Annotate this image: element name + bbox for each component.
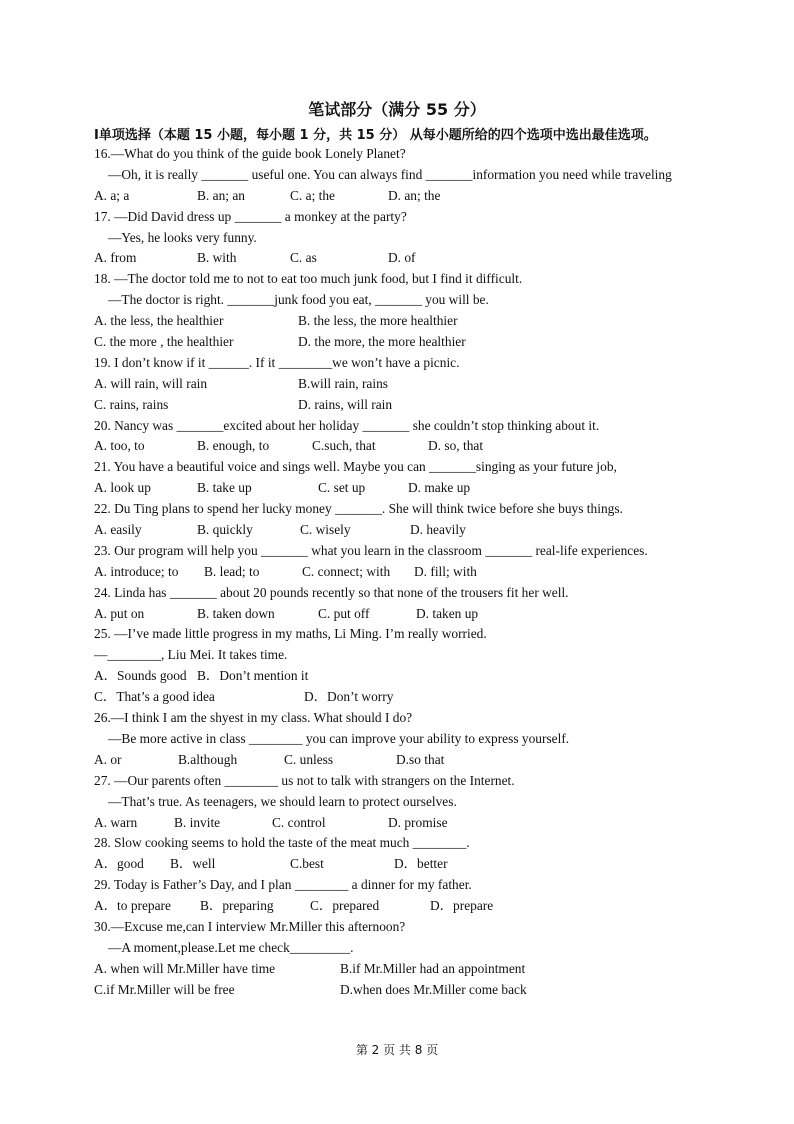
options-row [94, 959, 744, 980]
option-a[interactable]: A．good [94, 856, 144, 872]
option-b[interactable]: B.will rain, rains [298, 375, 389, 391]
options-row [94, 750, 744, 771]
options-row [94, 332, 744, 353]
option-d[interactable]: D．Don’t worry [304, 689, 394, 705]
option-a[interactable]: A. the less, the healthier [94, 313, 224, 329]
question-21 [94, 457, 744, 499]
option-d[interactable]: D. the more, the more healthier [298, 334, 466, 350]
option-a[interactable]: A. or [94, 751, 122, 767]
option-a[interactable]: A. put on [94, 605, 145, 621]
question-25 [94, 624, 744, 708]
option-d[interactable]: D. taken up [416, 605, 479, 621]
option-d[interactable]: D. make up [408, 480, 471, 496]
options-row [94, 896, 744, 917]
question-stem: 17. —Did David dress up _______ a monkey at the party? [94, 208, 407, 224]
option-b[interactable]: B.if Mr.Miller had an appointment [340, 960, 526, 976]
question-dialogue-line: —Yes, he looks very funny. [108, 229, 257, 245]
option-b[interactable]: B．Don’t mention it [197, 668, 309, 684]
options-row [94, 436, 744, 457]
option-a[interactable]: A. a; a [94, 187, 130, 203]
question-stem: 23. Our program will help you _______ what you learn in the classroom _______ real-life experiences. [94, 542, 648, 558]
option-b[interactable]: B. the less, the more healthier [298, 313, 458, 329]
option-d[interactable]: D. fill; with [414, 563, 477, 579]
option-c[interactable]: C. wisely [300, 522, 351, 538]
option-a[interactable]: A. when will Mr.Miller have time [94, 960, 276, 976]
question-26 [94, 708, 744, 771]
question-dialogue-line: —A moment,please.Let me check_________. [108, 939, 354, 955]
question-dialogue-line: —That’s true. As teenagers, we should learn to protect ourselves. [108, 793, 457, 809]
option-d[interactable]: D. an; the [388, 187, 441, 203]
page-title: 笔试部分（满分 55 分） [308, 100, 486, 119]
options-row [94, 854, 744, 875]
options-row [94, 520, 744, 541]
option-c[interactable]: C.such, that [312, 438, 376, 454]
option-d[interactable]: D．prepare [430, 898, 494, 914]
question-23 [94, 541, 744, 583]
option-b[interactable]: B.although [178, 751, 238, 767]
option-d[interactable]: D. promise [388, 814, 448, 830]
question-stem: 21. You have a beautiful voice and sings well. Maybe you can _______singing as your future job, [94, 459, 617, 475]
option-c[interactable]: C. put off [318, 605, 370, 621]
question-27 [94, 771, 744, 834]
option-c[interactable]: C. set up [318, 480, 366, 496]
options-row [94, 687, 744, 708]
question-22 [94, 499, 744, 541]
question-stem: 29. Today is Father’s Day, and I plan ________ a dinner for my father. [94, 877, 472, 893]
question-stem: 25. —I’ve made little progress in my maths, Li Ming. I’m really worried. [94, 626, 487, 642]
question-28 [94, 833, 744, 875]
options-row [94, 980, 744, 1001]
options-row [94, 248, 744, 269]
options-row [94, 395, 744, 416]
option-c[interactable]: C. unless [284, 751, 334, 767]
option-d[interactable]: D. heavily [410, 522, 466, 538]
options-row [94, 562, 744, 583]
option-c[interactable]: C. the more , the healthier [94, 334, 234, 350]
option-a[interactable]: A. warn [94, 814, 138, 830]
question-18 [94, 269, 744, 353]
option-b[interactable]: B．preparing [200, 898, 274, 914]
question-17 [94, 207, 744, 270]
options-row [94, 478, 744, 499]
option-c[interactable]: C. control [272, 814, 326, 830]
question-dialogue-line: —Be more active in class ________ you can improve your ability to express yourself. [108, 730, 570, 746]
question-dialogue-line: —The doctor is right. _______junk food you eat, _______ you will be. [108, 292, 489, 308]
question-stem: 22. Du Ting plans to spend her lucky money _______. She will think twice before she buys things. [94, 501, 623, 517]
question-16 [94, 144, 744, 207]
option-d[interactable]: D. rains, will rain [298, 396, 393, 412]
question-29 [94, 875, 744, 917]
option-c[interactable]: C．prepared [310, 898, 380, 914]
question-list [94, 144, 744, 1001]
question-stem: 24. Linda has _______ about 20 pounds recently so that none of the trousers fit her well. [94, 584, 569, 600]
option-a[interactable]: A. will rain, will rain [94, 375, 208, 391]
options-row [94, 374, 744, 395]
question-dialogue-line: —________, Liu Mei. It takes time. [94, 647, 288, 663]
option-a[interactable]: A. look up [94, 480, 151, 496]
option-a[interactable]: A．Sounds good [94, 668, 187, 684]
options-row [94, 604, 744, 625]
question-20 [94, 416, 744, 458]
question-stem: 20. Nancy was _______excited about her holiday _______ she couldn’t stop thinking about it. [94, 417, 600, 433]
question-24 [94, 583, 744, 625]
options-row [94, 813, 744, 834]
options-row [94, 186, 744, 207]
question-stem: 30.—Excuse me,can I interview Mr.Miller this afternoon? [94, 918, 406, 934]
question-30 [94, 917, 744, 1001]
option-a[interactable]: A. from [94, 250, 137, 266]
question-dialogue-line: —Oh, it is really _______ useful one. You can always find _______information you need while traveling [108, 166, 672, 182]
option-c[interactable]: C. a; the [290, 187, 335, 203]
option-d[interactable]: D.when does Mr.Miller come back [340, 981, 527, 997]
question-stem: 26.—I think I am the shyest in my class. What should I do? [94, 710, 413, 726]
question-stem: 28. Slow cooking seems to hold the taste of the meat much ________. [94, 835, 470, 851]
question-stem: 19. I don’t know if it ______. If it ________we won’t have a picnic. [94, 354, 460, 370]
option-c[interactable]: C. connect; with [302, 563, 391, 579]
option-a[interactable]: A. introduce; to [94, 563, 179, 579]
option-a[interactable]: A. too, to [94, 438, 145, 454]
option-d[interactable]: D. so, that [428, 438, 484, 454]
page-number: 第 2 页 共 8 页 [355, 1043, 439, 1057]
option-c[interactable]: C．That’s a good idea [94, 689, 215, 705]
option-b[interactable]: B. with [197, 250, 237, 266]
option-b[interactable]: B. lead; to [204, 563, 260, 579]
option-b[interactable]: B. enough, to [197, 438, 270, 454]
question-19 [94, 353, 744, 416]
question-stem: 27. —Our parents often ________ us not to talk with strangers on the Internet. [94, 772, 515, 788]
option-b[interactable]: B. take up [197, 480, 252, 496]
option-a[interactable]: A. easily [94, 522, 142, 538]
question-stem: 18. —The doctor told me to not to eat too much junk food, but I find it difficult. [94, 271, 523, 287]
option-c[interactable]: C.best [290, 856, 324, 872]
option-c[interactable]: C. as [290, 250, 317, 266]
option-b[interactable]: B. invite [174, 814, 221, 830]
option-a[interactable]: A．to prepare [94, 898, 171, 914]
options-row [94, 666, 744, 687]
options-row [94, 311, 744, 332]
option-c[interactable]: C. rains, rains [94, 396, 169, 412]
option-d[interactable]: D. of [388, 250, 416, 266]
option-d[interactable]: D.so that [396, 751, 445, 767]
option-b[interactable]: B. an; an [197, 187, 245, 203]
section-heading: Ⅰ单项选择（本题 15 小题，每小题 1 分，共 15 分） 从每小题所给的四个选项中选出最佳选项。 [94, 128, 657, 143]
option-b[interactable]: B．well [170, 856, 216, 872]
option-d[interactable]: D．better [394, 856, 448, 872]
question-stem: 16.—What do you think of the guide book Lonely Planet? [94, 146, 406, 161]
option-c[interactable]: C.if Mr.Miller will be free [94, 981, 235, 997]
option-b[interactable]: B. quickly [197, 522, 253, 538]
option-b[interactable]: B. taken down [197, 605, 275, 621]
